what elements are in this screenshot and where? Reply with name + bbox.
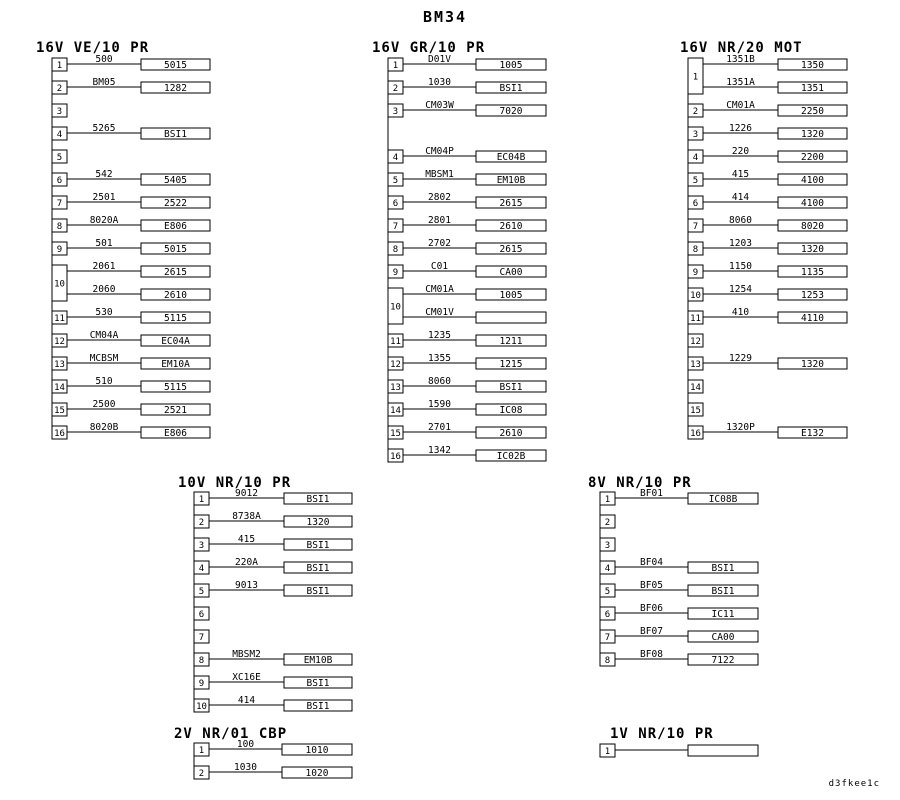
dest-label: 1320 [306, 517, 330, 528]
wire-label: 542 [95, 169, 113, 180]
pin-number: 9 [56, 245, 63, 255]
dest-label: CA00 [499, 267, 523, 278]
pin-number: 15 [54, 406, 65, 416]
pin-number: 1 [604, 747, 611, 757]
dest-label: BSI1 [306, 678, 330, 689]
wire-label: 1342 [428, 445, 451, 456]
pin-number: 3 [56, 107, 63, 117]
dest-label: 7020 [499, 106, 523, 117]
wire-label: 2802 [428, 192, 451, 203]
dest-label: 5115 [164, 313, 187, 324]
wire-label: 501 [95, 238, 113, 249]
dest-label: 1350 [801, 60, 824, 71]
pin-number: 1 [604, 495, 611, 505]
pin-number: 9 [392, 268, 399, 278]
connector-6 [174, 726, 352, 779]
dest-label: 4100 [801, 175, 824, 186]
dest-label: 8020 [801, 221, 824, 232]
pin-number: 6 [392, 199, 399, 209]
connector-4 [178, 475, 352, 712]
wire-label: 1254 [729, 284, 752, 295]
wire-label: 8060 [428, 376, 451, 387]
wire-label: 1203 [729, 238, 752, 249]
connector-header: 8V NR/10 PR [588, 475, 692, 491]
pin-number: 4 [198, 564, 205, 574]
dest-label: EM10B [303, 655, 333, 666]
connector-3 [680, 40, 847, 439]
wire-label: 220A [235, 557, 258, 568]
dest-label: EC04B [496, 152, 526, 163]
dest-label: 1253 [801, 290, 824, 301]
connector-header: 16V VE/10 PR [36, 40, 150, 56]
dest-label: 2200 [801, 152, 824, 163]
wire-label: 8020A [89, 215, 119, 226]
wire-label: 2061 [92, 261, 116, 272]
pin-number: 2 [392, 84, 399, 94]
dest-label: 1005 [499, 290, 523, 301]
pin-number: 16 [690, 429, 701, 439]
dest-label: 5405 [164, 175, 187, 186]
wire-label: 510 [95, 376, 113, 387]
dest-label: 2615 [164, 267, 187, 278]
pin-number: 8 [392, 245, 399, 255]
dest-label: 4110 [801, 313, 824, 324]
wire-label: 1355 [428, 353, 451, 364]
connectors [36, 40, 847, 779]
wire-label: 1235 [428, 330, 451, 341]
wire-label: 2060 [92, 284, 116, 295]
wire-label: CM04A [89, 330, 119, 341]
wire-label: CM03W [425, 100, 454, 111]
wire-label: BF05 [640, 580, 663, 591]
dest-label: IC08 [499, 405, 523, 416]
pin-number: 9 [692, 268, 699, 278]
wire-label: BF04 [640, 557, 663, 568]
dest-label: EM10A [161, 359, 190, 370]
wire-label: 414 [237, 695, 256, 706]
pin-number: 13 [54, 360, 65, 370]
dest-label: BSI1 [711, 563, 735, 574]
dest-label: BSI1 [306, 540, 330, 551]
wire-label: 220 [731, 146, 750, 157]
pin-number: 2 [198, 769, 205, 779]
pin-number: 4 [692, 153, 699, 163]
pin-number: 5 [692, 176, 699, 186]
pin-number: 1 [392, 61, 399, 71]
wire-label: 1030 [234, 762, 257, 773]
pin-number: 1 [692, 72, 699, 83]
dest-label: EM10B [496, 175, 526, 186]
dest-label: 2521 [164, 405, 187, 416]
dest-label: 5015 [164, 60, 187, 71]
diagram-title: BM34 [422, 8, 468, 26]
wire-label: 2500 [92, 399, 116, 410]
wire-label: 1351A [726, 77, 755, 88]
pin-number: 16 [390, 452, 401, 462]
dest-label: 1010 [305, 745, 329, 756]
wire-label: 1320P [726, 422, 755, 433]
dest-label: 1135 [801, 267, 824, 278]
wire-label: 9012 [235, 488, 258, 499]
dest-label: BSI1 [306, 494, 330, 505]
wire-label: 2801 [428, 215, 451, 226]
dest-label: 1351 [801, 83, 824, 94]
pin-number: 12 [54, 337, 65, 347]
wire-label: CM01A [425, 284, 454, 295]
dest-label: 1215 [499, 359, 523, 370]
pin-number: 15 [390, 429, 401, 439]
pin-number: 14 [54, 383, 65, 393]
wire-label: 415 [237, 534, 256, 545]
dest-label: 2610 [164, 290, 187, 301]
pin-number: 10 [690, 291, 701, 301]
connector-header: 2V NR/01 CBP [174, 726, 288, 742]
pin-number: 1 [56, 61, 63, 71]
pin-number: 13 [390, 383, 401, 393]
pin-number: 11 [690, 314, 701, 324]
connector-header: 10V NR/10 PR [178, 475, 292, 491]
dest-label: 2610 [499, 428, 523, 439]
wire-label: 8020B [89, 422, 119, 433]
pin-number: 7 [198, 633, 205, 643]
dest-label: IC11 [711, 609, 735, 620]
pin-number: 10 [196, 702, 207, 712]
dest-label: BSI1 [164, 129, 187, 140]
dest-label: BSI1 [499, 382, 523, 393]
pin-number: 6 [198, 610, 205, 620]
wire-label: 100 [236, 739, 255, 750]
wire-label: MCBSM [89, 353, 119, 364]
pin-number: 8 [56, 222, 63, 232]
pin-number: 1 [198, 495, 205, 505]
connector-header: 16V NR/20 MOT [680, 40, 803, 56]
pin-number: 3 [392, 107, 399, 117]
wire-label: 2702 [428, 238, 451, 249]
wire-label: MBSM1 [425, 169, 454, 180]
dest-label: CA00 [711, 632, 735, 643]
wire-label: 5265 [92, 123, 116, 134]
wire-label: 410 [731, 307, 750, 318]
pin-number: 8 [604, 656, 611, 666]
pin-number: 6 [692, 199, 699, 209]
pin-number: 2 [198, 518, 205, 528]
dest-label: EC04A [161, 336, 190, 347]
dest-label: BSI1 [499, 83, 523, 94]
dest-label: 1020 [305, 768, 329, 779]
pin-number: 2 [692, 107, 699, 117]
connector-5 [588, 475, 758, 666]
connector-header: 16V GR/10 PR [372, 40, 486, 56]
pin-number: 3 [604, 541, 611, 551]
wire-label: 1030 [428, 77, 451, 88]
pin-number: 11 [54, 314, 65, 324]
pin-number: 4 [604, 564, 611, 574]
wire-label: CM01A [726, 100, 755, 111]
wire-label: CM04P [425, 146, 454, 157]
pin-number: 11 [390, 337, 401, 347]
dest-label: BSI1 [306, 701, 330, 712]
wire-label: 415 [731, 169, 750, 180]
pin-number: 15 [690, 406, 701, 416]
dest-label: E806 [164, 428, 187, 439]
pin-number: 5 [56, 153, 63, 163]
pin-number: 9 [198, 679, 205, 689]
dest-box [476, 312, 546, 323]
pin-number: 4 [56, 130, 63, 140]
dest-label: 2522 [164, 198, 187, 209]
wire-label: D01V [428, 54, 451, 65]
pin-number: 10 [54, 279, 65, 290]
wire-label: BF01 [640, 488, 663, 499]
wire-label: 2501 [92, 192, 116, 203]
dest-label: 1005 [499, 60, 523, 71]
pin-number: 3 [692, 130, 699, 140]
wire-label: BF07 [640, 626, 663, 637]
dest-label: E806 [164, 221, 187, 232]
dest-label: 1320 [801, 129, 824, 140]
dest-label: 4100 [801, 198, 824, 209]
dest-label: 2610 [499, 221, 523, 232]
dest-label: 1211 [499, 336, 523, 347]
pin-number: 6 [56, 176, 63, 186]
wire-label: 1351B [726, 54, 755, 65]
pin-number: 7 [56, 199, 63, 209]
drawing-reference: d3fkee1c [828, 779, 880, 789]
pin-number: 16 [54, 429, 65, 439]
dest-label: 5015 [164, 244, 187, 255]
wire-label: BF08 [640, 649, 663, 660]
dest-box [688, 745, 758, 756]
pin-number: 5 [198, 587, 205, 597]
pin-number: 14 [390, 406, 401, 416]
dest-label: BSI1 [306, 563, 330, 574]
connector-7 [600, 726, 758, 757]
wire-label: 1150 [729, 261, 752, 272]
dest-label: 5115 [164, 382, 187, 393]
dest-label: BSI1 [306, 586, 330, 597]
pin-number: 4 [392, 153, 399, 163]
wire-label: 500 [95, 54, 113, 65]
pin-number: 2 [604, 518, 611, 528]
pin-number: 13 [690, 360, 701, 370]
wire-label: 1229 [729, 353, 752, 364]
dest-label: E132 [801, 428, 824, 439]
wire-label: MBSM2 [232, 649, 261, 660]
wire-label: CM01V [425, 307, 454, 318]
pin-number: 7 [604, 633, 611, 643]
dest-label: 2615 [499, 244, 523, 255]
pin-number: 7 [392, 222, 399, 232]
pin-number: 10 [390, 302, 401, 313]
pin-number: 5 [392, 176, 399, 186]
dest-label: 1282 [164, 83, 187, 94]
pin-number: 3 [198, 541, 205, 551]
wire-label: 8060 [729, 215, 752, 226]
wire-label: BM05 [92, 77, 116, 88]
wire-label: BF06 [640, 603, 663, 614]
pin-number: 6 [604, 610, 611, 620]
wire-label: 1226 [729, 123, 752, 134]
pin-number: 14 [690, 383, 701, 393]
pin-number: 12 [690, 337, 701, 347]
dest-label: 2250 [801, 106, 824, 117]
wire-label: 9013 [235, 580, 258, 591]
wire-label: 530 [95, 307, 113, 318]
pin-number: 1 [198, 746, 205, 756]
wire-label: 8738A [232, 511, 261, 522]
pin-number: 12 [390, 360, 401, 370]
dest-label: 7122 [711, 655, 735, 666]
connector-header: 1V NR/10 PR [610, 726, 714, 742]
wire-label: C01 [430, 261, 449, 272]
connector-2 [372, 40, 546, 462]
dest-label: 2615 [499, 198, 523, 209]
pin-number: 5 [604, 587, 611, 597]
wire-label: 414 [731, 192, 750, 203]
pin-number: 2 [56, 84, 63, 94]
dest-label: BSI1 [711, 586, 735, 597]
dest-label: IC02B [496, 451, 526, 462]
pin-number: 8 [692, 245, 699, 255]
connector-1 [36, 40, 210, 439]
pin-number: 8 [198, 656, 205, 666]
dest-label: IC08B [708, 494, 738, 505]
dest-label: 1320 [801, 244, 824, 255]
dest-label: 1320 [801, 359, 824, 370]
wire-label: XC16E [232, 672, 261, 683]
pin-number: 7 [692, 222, 699, 232]
wire-label: 1590 [428, 399, 451, 410]
wire-label: 2701 [428, 422, 451, 433]
